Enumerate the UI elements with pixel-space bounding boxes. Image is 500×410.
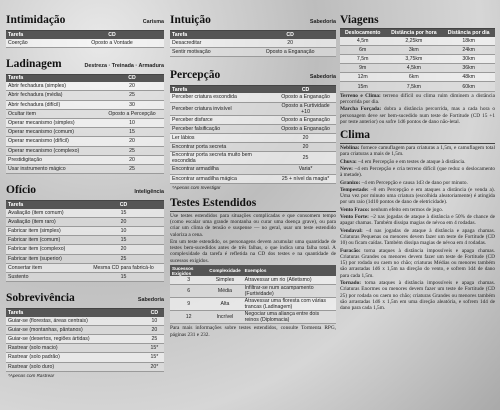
section-title: Viagens	[340, 14, 379, 26]
testes-paragraph: Em um teste estendido, os personagens devem acumular uma quantidade de testes bem-sucedidos antes de três falhas, o que indica uma falha total. A complexidade da tarefa é refletida na CD dos testes e na quantidade de sucessos exigidos.	[170, 238, 336, 264]
section-title: Ladinagem	[6, 57, 62, 70]
sobrevivencia-section	[6, 292, 164, 379]
clima-paragraph: Tornado: torna ataques à distância impossíveis e apaga chamas. Criaturas Enormes ou menores devem fazer um teste de Fortitude (CD 25) por rodada ou caem no chão; criaturas Grandes ou menores também são arrastadas 1d6 x 1,5m em uma direção aleatória, e sofrem 1d4 de dano para cada 1,5m.	[340, 280, 495, 312]
section-title: Testes Estendidos	[170, 196, 257, 209]
intimidacao-table	[6, 31, 164, 48]
percepcao-title	[170, 69, 336, 86]
section-attribute: Inteligência	[134, 189, 164, 196]
viagens-paragraph: Marcha Forçada: dobra a distância percorrida, mas a cada hora o personagem deve ser bem-sucedido num teste de Fortitude (CD 15 +1 por teste anterior) ou sofre 1d6 pontos de dano não-letal.	[340, 106, 496, 125]
table-row: Operar mecanismo (simples) 10	[6, 118, 164, 127]
section-title: Ofício	[6, 184, 37, 197]
table-row: 9 Alta Atravessar uma floresta com várias trancas (Ladinagem)	[170, 298, 336, 311]
section-attribute: Sabedoria	[137, 297, 164, 304]
table-row: Consertar item Mesma CD para fabricá-lo	[6, 263, 164, 272]
ladinagem-title	[6, 58, 164, 75]
table-row: 12m 6km 48km	[340, 73, 495, 82]
intuicao-section	[170, 14, 336, 57]
table-row: Perceber criatura invisível Oposto a Furtividade +10	[170, 102, 336, 115]
clima-paragraph: Neblina: fornece camuflagem para criaturas a 1,5m, e camuflagem total para criaturas a mais de 1,5m.	[340, 145, 496, 158]
table-row: Operar mecanismo (complexo) 25	[6, 146, 164, 155]
percepcao-section	[170, 69, 336, 191]
table-row: Encontrar porta secreta 20	[170, 143, 336, 152]
intuicao-table: Tarefa CD Desacreditar 20 Sentir motivação Oposto a Enganação	[170, 31, 336, 57]
table-row: Perceber disfarce Oposto a Enganação	[170, 115, 336, 124]
oficio-table: Tarefa CD Avaliação (item comum) 15 Avaliação (item raro) 20 Fabricar item (simples) 10 Fabricar item (comum) 15 Fabricar item (complexo) 20 Fabricar item (superior) 25 Consertar item Mesma CD para fabricá-lo Sustento 15	[6, 201, 164, 282]
clima-paragraph: Furacão: torna ataques à distância impossíveis e apaga chamas. Criaturas Grandes ou menores devem fazer um teste de Fortitude (CD 15) por rodada ou caem no chão; criaturas Médias ou menores também são arrastadas 1d6 x 1,5m na direção do vento, e sofrem 1d4 de dano para cada 1,5m.	[340, 247, 496, 279]
clima-paragraph: Vendaval: –4 nas jogadas de ataque à distância e apaga chamas. Criaturas Pequenas ou menores devem fazer um teste de Fortitude (CD 10) ou ficam caídas. Também dissipa magias de névoa em 4 rodadas.	[340, 227, 495, 247]
table-row: Usar instrumento mágico 25	[6, 164, 164, 173]
table-row: Abrir fechadura (difícil) 30	[6, 100, 164, 109]
table-row: 3 Simples Atravessar um rio (Atletismo)	[170, 276, 336, 285]
table-row: Desacreditar 20	[170, 39, 336, 48]
col-header: CD	[60, 31, 164, 39]
table-row: 6m 3km 24km	[340, 45, 495, 54]
table-row: Fabricar item (simples) 10	[6, 226, 164, 235]
middle-column	[170, 0, 336, 410]
left-column	[6, 0, 164, 410]
viagens-section	[340, 14, 495, 125]
viagens-title	[340, 14, 495, 29]
clima-paragraph: Neve: –4 em Percepção e cria terreno difícil (que reduz o deslocamento à metade).	[340, 166, 496, 179]
clima-paragraph: Vento Forte: –2 nas jogadas de ataque à distância e 50% de chance de apagar chamas. Também dissipa magias de névoa em 4 rodadas.	[340, 214, 495, 227]
ladinagem-table: Tarefa CD Abrir fechadura (simples) 20 Abrir fechadura (média) 25 Abrir fechadura (difícil) 30 Ocultar item Oposto a Percepção Operar mecanismo (simples) 10 Operar mecanismo (comum) 15 Operar mecanismo (difícil) 20 Operar mecanismo (complexo) 25 Prestidigitação 20 Usar instrumento mágico 25	[6, 75, 164, 174]
table-row: Operar mecanismo (difícil) 20	[6, 137, 164, 146]
col-header: Tarefa	[6, 31, 60, 39]
section-title: Percepção	[170, 68, 221, 81]
table-row: Operar mecanismo (comum) 15	[6, 128, 164, 137]
section-title: Intimidação	[6, 14, 66, 26]
table-row: Avaliação (item comum) 15	[6, 209, 164, 218]
testes-section	[170, 197, 336, 338]
section-title: Sobrevivência	[6, 292, 75, 305]
table-row: Fabricar item (complexo) 20	[6, 245, 164, 254]
testes-paragraph: Use testes estendidos para situações complicadas e que consomem tempo (como escalar uma grande montanha ou curar uma doença grave), ou para criar um clima de tensão e suspense — no geral, usar um teste estendido valoriza a cena.	[170, 212, 336, 238]
clima-paragraph: Chuva: –4 em Percepção e em testes de ataque à distância.	[340, 158, 466, 165]
table-row: Prestidigitação 20	[6, 155, 164, 164]
table-row: Encontrar armadilha mágica 25 + nível da magia*	[170, 174, 336, 183]
clima-paragraph: Vento Fraco: nenhum efeito em termos de jogo.	[340, 206, 444, 213]
oficio-title	[6, 184, 164, 201]
testes-title	[170, 197, 336, 212]
table-row: Sustento 15	[6, 272, 164, 281]
section-attribute: Destreza · Treinada · Armadura	[84, 62, 164, 69]
clima-paragraph: Tempestade: –8 em Percepção e em ataques a distância (e venda a). Uma vez por minuto uma criatura (escolhida aleatoriamente) é atingida por um raio (1d10 pontos de dano de eletricidade).	[340, 186, 495, 206]
table-row: Abrir fechadura (média) 25	[6, 91, 164, 100]
testes-table: Sucessos Exigidos Complexidade Exemplos 3 Simples Atravessar um rio (Atletismo) 6 Média Infiltrar-se num acampamento (Furtividade) 9 Alta Atravessar uma floresta com várias trancas (Ladinagem) 12 Incrível Negociar uma aliança entre dois reinos (Diplomacia)	[170, 265, 336, 324]
clima-paragraph: Granizo: –4 em Percepção e causa 1d3 de dano por minuto.	[340, 179, 468, 186]
table-row: Encontrar armadilha Varia*	[170, 165, 336, 174]
table-row: Abrir fechadura (simples) 20	[6, 82, 164, 91]
table-row: Encontrar porta secreta muito bem escondida 25	[170, 152, 336, 165]
table-row: Perceber falsificação Oposto a Enganação	[170, 124, 336, 133]
section-title: Clima	[340, 129, 371, 142]
table-row: Coerção Oposto a Vontade	[6, 39, 164, 48]
table-row: Guiar-se (florestas, áreas centrais) 10	[6, 317, 164, 326]
clima-section	[340, 129, 495, 311]
table-row: Avaliação (item raro) 20	[6, 217, 164, 226]
table-row: Rastrear (solo padrão) 15*	[6, 353, 164, 362]
viagens-table: Deslocamento Distância por hora Distância por dia 4,5m 2,25km 18km 6m 3km 24km 7,5m 3,75km 30km 9m 4,5km 36km 12m 6km 48km 15m 7,5km 60km	[340, 29, 495, 92]
table-row: Rastrear (solo macio) 15*	[6, 344, 164, 353]
viagens-paragraph: Terreno e Clima: terreno difícil ou clima ruim diminem a distância percorrida por dia.	[340, 92, 495, 105]
percepcao-note: *Apenas com Investigar	[172, 184, 221, 190]
right-column	[340, 0, 495, 410]
table-row: 4,5m 2,25km 18km	[340, 37, 495, 46]
table-row: 9m 4,5km 36km	[340, 64, 495, 73]
section-attribute: Carisma	[142, 19, 164, 25]
table-row: Perceber criatura escondida Oposto a Enganação	[170, 93, 336, 102]
oficio-section	[6, 184, 164, 282]
table-row: Rastrear (solo duro) 20*	[6, 362, 164, 371]
sobrevivencia-title	[6, 292, 164, 309]
sobrevivencia-note: *Apenas com Rastrear	[8, 372, 55, 378]
table-row: Fabricar item (comum) 15	[6, 236, 164, 245]
table-row: 15m 7,5km 60km	[340, 82, 495, 91]
table-row: 12 Incrível Negociar uma aliança entre dois reinos (Diplomacia)	[170, 311, 336, 324]
table-row: Guiar-se (montanhas, pântanos) 20	[6, 325, 164, 334]
percepcao-table: Tarefa CD Perceber criatura escondida Oposto a Enganação Perceber criatura invisível Oposto a Furtividade +10 Perceber disfarce Oposto a Enganação Perceber falsificação Oposto a Enganação Ler lábios 20 Encontrar porta secreta 20 Encontrar porta secreta muito bem escondida 25 Encontrar armadilha Varia* Encontrar armadilha mágica 25 + nível da magia*	[170, 86, 336, 184]
table-row: Guiar-se (desertos, regiões ártidas) 25	[6, 334, 164, 343]
section-attribute: Sabedoria	[309, 19, 336, 25]
table-row: Fabricar item (superior) 25	[6, 254, 164, 263]
table-row: 6 Média Infiltrar-se num acampamento (Furtividade)	[170, 285, 336, 298]
table-row: Sentir motivação Oposto a Enganação	[170, 47, 336, 56]
section-attribute: Sabedoria	[309, 73, 336, 80]
testes-closing: Para mais informações sobre testes estendidos, consulte Tormenta RPG, páginas 231 e 232.	[170, 325, 336, 338]
intimidacao-section	[6, 14, 164, 48]
ladinagem-section	[6, 58, 164, 174]
section-title: Intuição	[170, 14, 211, 26]
sobrevivencia-table: Tarefa CD Guiar-se (florestas, áreas centrais) 10 Guiar-se (montanhas, pântanos) 20 Guiar-se (desertos, regiões ártidas) 25 Rastrear (solo macio) 15* Rastrear (solo padrão) 15* Rastrear (solo duro) 20*	[6, 309, 164, 372]
intuicao-title	[170, 14, 336, 31]
table-row: Ocultar item Oposto a Percepção	[6, 109, 164, 118]
table-row: Ler lábios 20	[170, 133, 336, 142]
clima-title	[340, 129, 495, 144]
intimidacao-title	[6, 14, 164, 31]
table-row: 7,5m 3,75km 30km	[340, 54, 495, 63]
